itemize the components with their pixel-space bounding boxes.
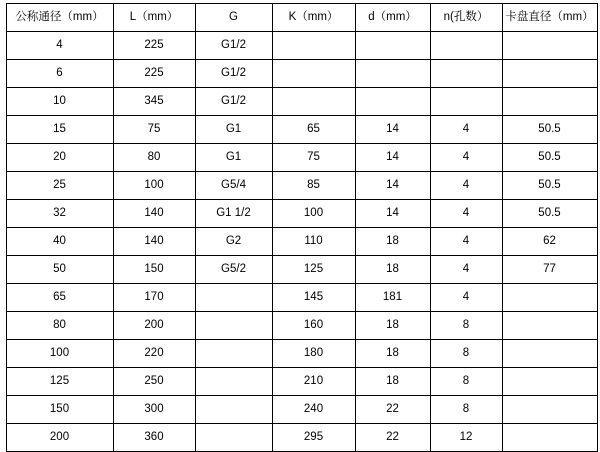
cell-hole-count: 4 — [430, 116, 502, 144]
cell-length: 300 — [113, 396, 195, 424]
cell-nominal-diameter: 6 — [6, 60, 113, 88]
cell-hole-count: 8 — [430, 312, 502, 340]
cell-flange-diameter: 50.5 — [502, 172, 597, 200]
cell-thread — [195, 312, 272, 340]
column-header-length: L（mm） — [113, 4, 195, 32]
cell-d — [355, 32, 430, 60]
table-row — [6, 228, 597, 256]
cell-d: 14 — [355, 144, 430, 172]
cell-flange-diameter — [502, 368, 597, 396]
cell-flange-diameter — [502, 32, 597, 60]
cell-k: 160 — [272, 312, 355, 340]
cell-hole-count: 4 — [430, 228, 502, 256]
table-row — [6, 200, 597, 228]
table-header — [6, 4, 597, 32]
cell-flange-diameter — [502, 60, 597, 88]
cell-length: 250 — [113, 368, 195, 396]
cell-nominal-diameter: 100 — [6, 340, 113, 368]
specification-table — [6, 3, 598, 452]
cell-thread — [195, 284, 272, 312]
cell-k: 145 — [272, 284, 355, 312]
cell-length: 80 — [113, 144, 195, 172]
cell-flange-diameter: 77 — [502, 256, 597, 284]
cell-flange-diameter — [502, 424, 597, 452]
cell-k: 85 — [272, 172, 355, 200]
cell-thread: G1 — [195, 116, 272, 144]
cell-flange-diameter: 50.5 — [502, 144, 597, 172]
cell-length: 75 — [113, 116, 195, 144]
table-row — [6, 116, 597, 144]
table-body — [6, 32, 597, 452]
cell-nominal-diameter: 65 — [6, 284, 113, 312]
cell-thread: G5/2 — [195, 256, 272, 284]
cell-nominal-diameter: 150 — [6, 396, 113, 424]
cell-thread — [195, 340, 272, 368]
table-row — [6, 312, 597, 340]
cell-thread: G2 — [195, 228, 272, 256]
table-header-row — [6, 4, 597, 32]
cell-flange-diameter — [502, 88, 597, 116]
cell-d: 18 — [355, 368, 430, 396]
cell-length: 200 — [113, 312, 195, 340]
cell-length: 140 — [113, 228, 195, 256]
cell-thread: G1 — [195, 144, 272, 172]
cell-d: 14 — [355, 116, 430, 144]
cell-k: 75 — [272, 144, 355, 172]
table-row — [6, 60, 597, 88]
cell-nominal-diameter: 200 — [6, 424, 113, 452]
cell-k: 100 — [272, 200, 355, 228]
cell-hole-count: 8 — [430, 340, 502, 368]
cell-flange-diameter: 50.5 — [502, 116, 597, 144]
cell-nominal-diameter: 15 — [6, 116, 113, 144]
cell-hole-count: 4 — [430, 200, 502, 228]
cell-d — [355, 60, 430, 88]
cell-length: 150 — [113, 256, 195, 284]
cell-hole-count: 4 — [430, 284, 502, 312]
cell-thread: G1 1/2 — [195, 200, 272, 228]
cell-thread: G1/2 — [195, 32, 272, 60]
cell-nominal-diameter: 32 — [6, 200, 113, 228]
table-row — [6, 424, 597, 452]
table-row — [6, 172, 597, 200]
cell-nominal-diameter: 40 — [6, 228, 113, 256]
cell-d — [355, 88, 430, 116]
cell-hole-count: 4 — [430, 256, 502, 284]
table-row — [6, 88, 597, 116]
column-header-k: K（mm） — [272, 4, 355, 32]
table-row — [6, 340, 597, 368]
table-row — [6, 368, 597, 396]
cell-length: 170 — [113, 284, 195, 312]
cell-d: 14 — [355, 172, 430, 200]
column-header-flange-diameter: 卡盘直径（mm） — [502, 4, 597, 32]
cell-k — [272, 32, 355, 60]
cell-k — [272, 88, 355, 116]
cell-k: 110 — [272, 228, 355, 256]
cell-length: 360 — [113, 424, 195, 452]
cell-length: 100 — [113, 172, 195, 200]
cell-length: 225 — [113, 32, 195, 60]
cell-d: 181 — [355, 284, 430, 312]
table-row — [6, 256, 597, 284]
cell-flange-diameter — [502, 284, 597, 312]
cell-hole-count: 4 — [430, 144, 502, 172]
cell-thread: G5/4 — [195, 172, 272, 200]
cell-d: 14 — [355, 200, 430, 228]
cell-k: 240 — [272, 396, 355, 424]
cell-flange-diameter — [502, 312, 597, 340]
cell-thread: G1/2 — [195, 88, 272, 116]
table-row — [6, 144, 597, 172]
cell-d: 18 — [355, 312, 430, 340]
column-header-nominal-diameter: 公称通径（mm） — [6, 4, 113, 32]
table-row — [6, 284, 597, 312]
cell-length: 220 — [113, 340, 195, 368]
column-header-thread: G — [195, 4, 272, 32]
cell-d: 18 — [355, 228, 430, 256]
table-row — [6, 32, 597, 60]
cell-hole-count: 8 — [430, 396, 502, 424]
cell-length: 140 — [113, 200, 195, 228]
cell-hole-count: 4 — [430, 172, 502, 200]
cell-nominal-diameter: 80 — [6, 312, 113, 340]
cell-k: 180 — [272, 340, 355, 368]
cell-nominal-diameter: 4 — [6, 32, 113, 60]
cell-thread — [195, 368, 272, 396]
cell-hole-count — [430, 60, 502, 88]
cell-k: 65 — [272, 116, 355, 144]
cell-hole-count: 12 — [430, 424, 502, 452]
cell-d: 18 — [355, 256, 430, 284]
cell-length: 225 — [113, 60, 195, 88]
cell-k: 125 — [272, 256, 355, 284]
cell-nominal-diameter: 50 — [6, 256, 113, 284]
cell-d: 22 — [355, 396, 430, 424]
cell-hole-count — [430, 88, 502, 116]
cell-k — [272, 60, 355, 88]
cell-hole-count — [430, 32, 502, 60]
cell-k: 210 — [272, 368, 355, 396]
cell-nominal-diameter: 20 — [6, 144, 113, 172]
cell-nominal-diameter: 25 — [6, 172, 113, 200]
cell-nominal-diameter: 125 — [6, 368, 113, 396]
column-header-hole-count: n(孔数） — [430, 4, 502, 32]
cell-flange-diameter: 50.5 — [502, 200, 597, 228]
cell-thread: G1/2 — [195, 60, 272, 88]
column-header-d: d（mm） — [355, 4, 430, 32]
cell-d: 22 — [355, 424, 430, 452]
cell-length: 345 — [113, 88, 195, 116]
cell-k: 295 — [272, 424, 355, 452]
cell-flange-diameter — [502, 340, 597, 368]
cell-hole-count: 8 — [430, 368, 502, 396]
cell-d: 18 — [355, 340, 430, 368]
cell-thread — [195, 424, 272, 452]
cell-flange-diameter: 62 — [502, 228, 597, 256]
cell-nominal-diameter: 10 — [6, 88, 113, 116]
